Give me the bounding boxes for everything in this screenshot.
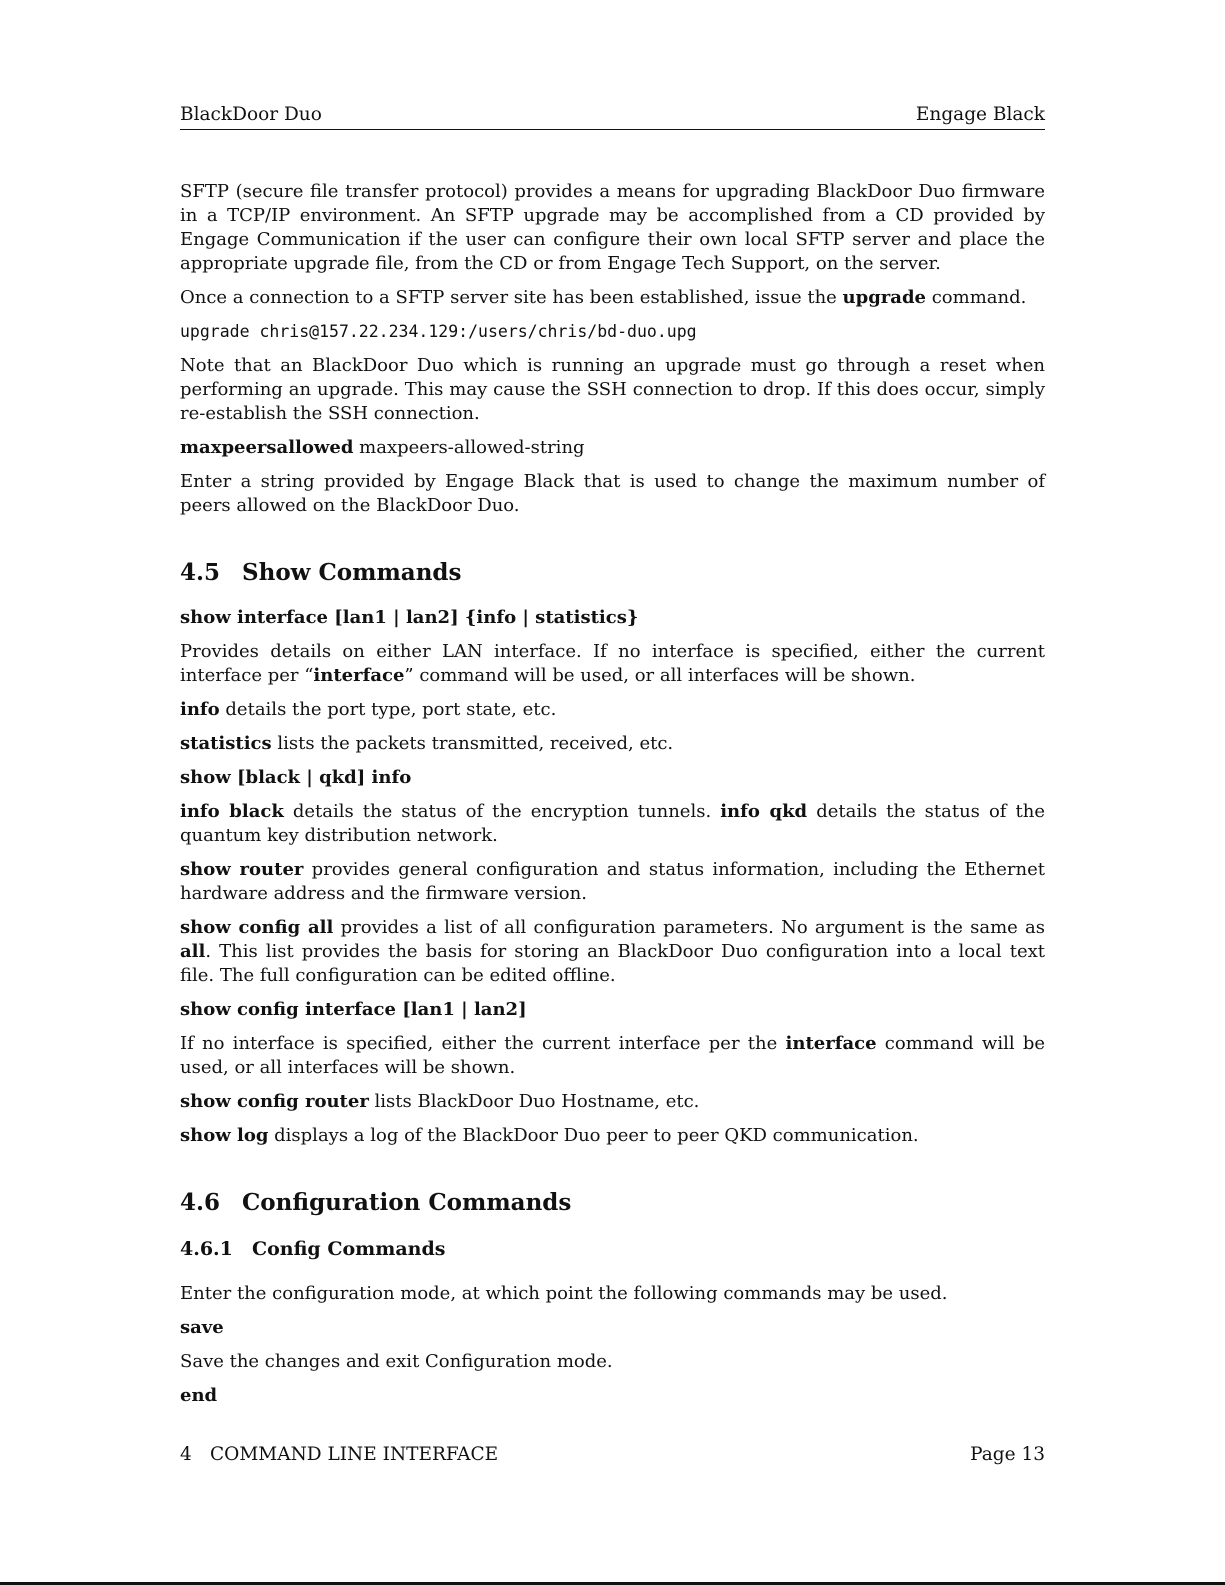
statistics-keyword: statistics: [180, 733, 272, 754]
header-left: BlackDoor Duo: [180, 104, 322, 125]
command-syntax: show [black | qkd] info: [180, 767, 412, 788]
running-header: [180, 103, 1045, 130]
interface-keyword: interface: [785, 1033, 877, 1054]
save-description: Save the changes and exit Configuration mode.: [180, 1351, 613, 1372]
show-router-description: [180, 858, 1045, 906]
show-interface-syntax: [180, 606, 1045, 630]
show-log-keyword: show log: [180, 1125, 269, 1146]
save-command: [180, 1316, 1045, 1340]
upgrade-instruction: [180, 286, 1045, 310]
info-keyword: info: [180, 699, 220, 720]
section-number: 4.5: [180, 559, 221, 586]
end-keyword: end: [180, 1385, 218, 1406]
text-run: Once a connection to a SFTP server site has been established, issue the: [180, 287, 843, 308]
page-number: Page 13: [970, 1444, 1045, 1465]
show-config-router-keyword: show config router: [180, 1091, 369, 1112]
section-number: 4.6: [180, 1189, 221, 1216]
running-footer: [180, 1443, 1045, 1467]
subsection-4-6-1-heading: [180, 1236, 1045, 1262]
text-run: details the status of the quantum key distribution network.: [180, 801, 1045, 846]
text-run: details the status of the encryption tunnels.: [283, 801, 721, 822]
subsection-number: 4.6.1: [180, 1238, 233, 1260]
page-body: [180, 180, 1045, 1418]
save-keyword: save: [180, 1317, 224, 1338]
reset-note-paragraph: Note that an BlackDoor Duo which is running an upgrade must go through a reset when performing an upgrade. This may cause the SSH connection to drop. If this does occur, simply re-establish the SSH connection.: [180, 355, 1045, 424]
info-black-qkd-description: [180, 800, 1045, 848]
text-run: provides a list of all configuration parameters. No argument is the same as: [333, 917, 1045, 938]
show-config-router-description: [180, 1090, 1045, 1114]
text-run: If no interface is specified, either the current interface per the: [180, 1033, 786, 1054]
text-run: command.: [926, 287, 1027, 308]
info-qkd-keyword: info qkd: [720, 801, 808, 822]
footer-section-number: 4: [180, 1444, 192, 1465]
section-4-6-heading: [180, 1188, 1045, 1218]
footer-section-title: COMMAND LINE INTERFACE: [210, 1444, 499, 1465]
show-interface-description: [180, 640, 1045, 688]
text-run: ” command will be used, or all interfaces will be shown.: [404, 665, 916, 686]
show-config-interface-syntax: [180, 998, 1045, 1022]
show-router-keyword: show router: [180, 859, 304, 880]
section-title: Show Commands: [242, 559, 462, 586]
maxpeers-command: [180, 436, 1045, 460]
footer-section: [180, 1443, 498, 1467]
command-syntax: show config interface [lan1 | lan2]: [180, 999, 527, 1020]
show-config-all-description: [180, 916, 1045, 988]
interface-keyword: interface: [313, 665, 405, 686]
end-command: [180, 1384, 1045, 1408]
show-config-all-keyword: show config all: [180, 917, 334, 938]
text-run: provides general configuration and status information, including the Ethernet hardware address and the firmware version.: [180, 859, 1045, 904]
text-run: Provides details on either LAN interface. If no interface is specified, either the current interface per “: [180, 641, 1045, 686]
subsection-title: Config Commands: [252, 1238, 446, 1260]
text-run: command will be used, or all interfaces will be shown.: [180, 1033, 1046, 1078]
text-run: lists the packets transmitted, received, etc.: [271, 733, 674, 754]
maxpeers-description: Enter a string provided by Engage Black that is used to change the maximum number of peers allowed on the BlackDoor Duo.: [180, 471, 1045, 516]
config-mode-description: Enter the configuration mode, at which point the following commands may be used.: [180, 1283, 948, 1304]
show-log-description: [180, 1124, 1045, 1148]
upgrade-code-example: upgrade chris@157.22.234.129:/users/chris/bd-duo.upg: [180, 322, 697, 341]
sftp-paragraph: SFTP (secure file transfer protocol) provides a means for upgrading BlackDoor Duo firmware in a TCP/IP environment. An SFTP upgrade may be accomplished from a CD provided by Engage Communication if the user can configure their own local SFTP server and place the appropriate upgrade file, from the CD or from Engage Tech Support, on the server.: [180, 181, 1045, 274]
section-4-5-heading: [180, 558, 1045, 588]
command-syntax: show interface [lan1 | lan2] {info | statistics}: [180, 607, 639, 628]
text-run: lists BlackDoor Duo Hostname, etc.: [368, 1091, 700, 1112]
text-run: details the port type, port state, etc.: [219, 699, 557, 720]
info-black-keyword: info black: [180, 801, 284, 822]
section-title: Configuration Commands: [242, 1189, 572, 1216]
all-keyword: all: [180, 941, 206, 962]
statistics-description: [180, 732, 1045, 756]
text-run: . This list provides the basis for storing an BlackDoor Duo configuration into a local text file. The full configuration can be edited offline.: [180, 941, 1045, 986]
show-config-interface-description: [180, 1032, 1045, 1080]
upgrade-keyword: upgrade: [842, 287, 926, 308]
maxpeers-keyword: maxpeersallowed: [180, 437, 354, 458]
text-run: displays a log of the BlackDoor Duo peer to peer QKD communication.: [268, 1125, 919, 1146]
header-right: Engage Black: [915, 104, 1045, 125]
text-run: maxpeers-allowed-string: [353, 437, 585, 458]
show-black-qkd-syntax: [180, 766, 1045, 790]
info-description: [180, 698, 1045, 722]
